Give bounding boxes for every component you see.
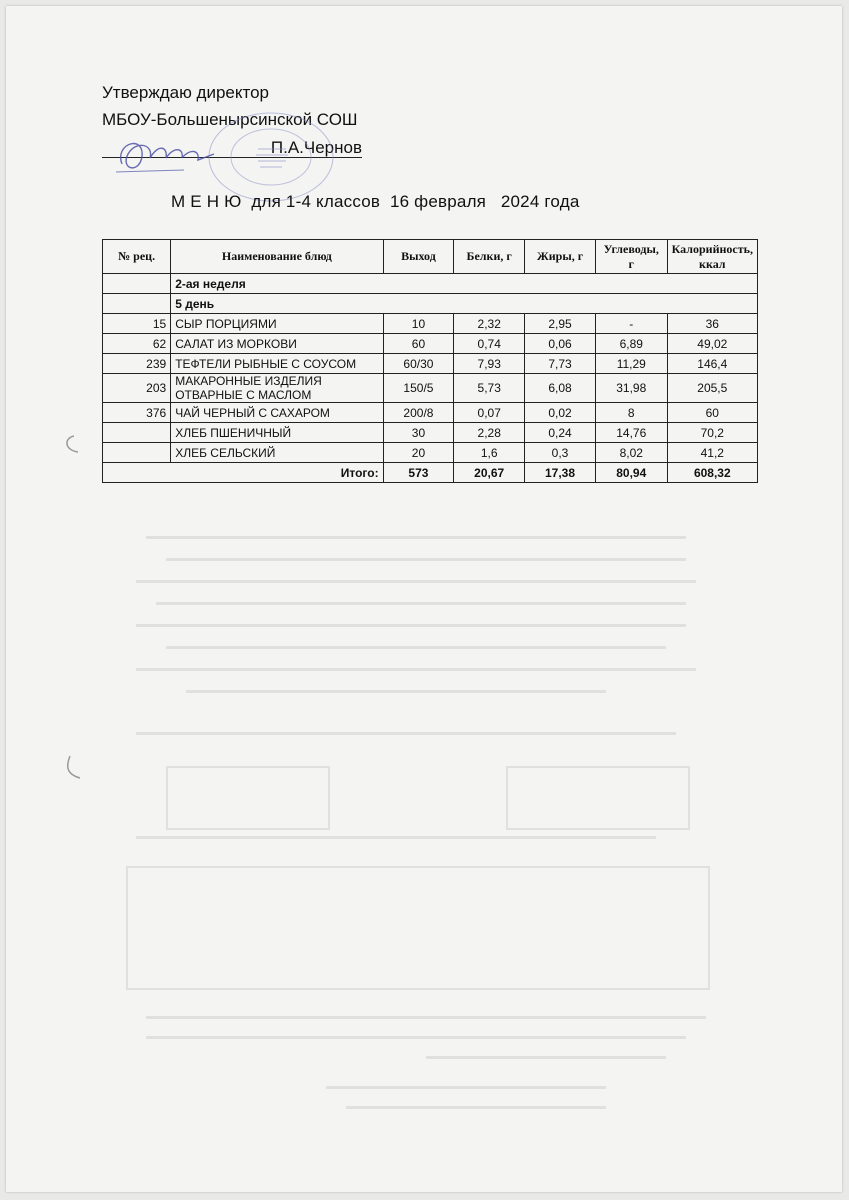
output-value: 200/8 <box>383 403 454 423</box>
table-row <box>103 374 758 403</box>
carbs-value: 8,02 <box>595 443 667 463</box>
recipe-number: 203 <box>103 374 171 403</box>
total-carbs: 80,94 <box>595 463 667 483</box>
header-calories: Калорийность, ккал <box>667 240 757 274</box>
dish-name: ХЛЕБ ПШЕНИЧНЫЙ <box>171 423 383 443</box>
week-label: 2-ая неделя <box>171 274 758 294</box>
fat-value: 2,95 <box>525 314 596 334</box>
output-value: 150/5 <box>383 374 454 403</box>
table-row <box>103 403 758 423</box>
scan-mark <box>62 754 86 782</box>
total-row <box>103 463 758 483</box>
header-output: Выход <box>383 240 454 274</box>
calories-value: 49,02 <box>667 334 757 354</box>
document-page <box>6 6 842 1192</box>
header-recipe-number: № рец. <box>103 240 171 274</box>
recipe-number: 15 <box>103 314 171 334</box>
signature-mark <box>114 134 224 179</box>
table-row <box>103 334 758 354</box>
header-dish-name: Наименование блюд <box>171 240 383 274</box>
scan-mark <box>62 434 86 456</box>
carbs-value: 8 <box>595 403 667 423</box>
total-calories: 608,32 <box>667 463 757 483</box>
calories-value: 205,5 <box>667 374 757 403</box>
total-fat: 17,38 <box>525 463 596 483</box>
total-protein: 20,67 <box>454 463 525 483</box>
output-value: 30 <box>383 423 454 443</box>
fat-value: 7,73 <box>525 354 596 374</box>
table-row <box>103 443 758 463</box>
output-value: 60 <box>383 334 454 354</box>
protein-value: 0,07 <box>454 403 525 423</box>
header-fat: Жиры, г <box>525 240 596 274</box>
protein-value: 5,73 <box>454 374 525 403</box>
dish-name: ХЛЕБ СЕЛЬСКИЙ <box>171 443 383 463</box>
menu-title: М Е Н Ю для 1-4 классов 16 февраля 2024 года <box>171 192 580 211</box>
day-row <box>103 294 758 314</box>
dish-name: САЛАТ ИЗ МОРКОВИ <box>171 334 383 354</box>
carbs-value: 31,98 <box>595 374 667 403</box>
approval-line-1: Утверждаю директор <box>102 83 270 102</box>
protein-value: 2,28 <box>454 423 525 443</box>
protein-value: 2,32 <box>454 314 525 334</box>
total-label: Итого: <box>103 463 384 483</box>
recipe-number: 62 <box>103 334 171 354</box>
recipe-number: 239 <box>103 354 171 374</box>
fat-value: 0,3 <box>525 443 596 463</box>
menu-table <box>102 239 758 483</box>
output-value: 10 <box>383 314 454 334</box>
carbs-value: 6,89 <box>595 334 667 354</box>
output-value: 20 <box>383 443 454 463</box>
dish-name: ТЕФТЕЛИ РЫБНЫЕ С СОУСОМ <box>171 354 383 374</box>
output-value: 60/30 <box>383 354 454 374</box>
dish-name: МАКАРОННЫЕ ИЗДЕЛИЯ ОТВАРНЫЕ С МАСЛОМ <box>171 374 383 403</box>
carbs-value: - <box>595 314 667 334</box>
approval-line-2: МБОУ-Большенырсинской СОШ <box>102 110 358 129</box>
calories-value: 146,4 <box>667 354 757 374</box>
dish-name: СЫР ПОРЦИЯМИ <box>171 314 383 334</box>
calories-value: 60 <box>667 403 757 423</box>
protein-value: 7,93 <box>454 354 525 374</box>
calories-value: 41,2 <box>667 443 757 463</box>
week-row <box>103 274 758 294</box>
table-header-row <box>103 240 758 274</box>
fat-value: 0,02 <box>525 403 596 423</box>
total-output: 573 <box>383 463 454 483</box>
table-row <box>103 423 758 443</box>
carbs-value: 14,76 <box>595 423 667 443</box>
fat-value: 0,24 <box>525 423 596 443</box>
protein-value: 0,74 <box>454 334 525 354</box>
table-row <box>103 354 758 374</box>
calories-value: 70,2 <box>667 423 757 443</box>
calories-value: 36 <box>667 314 757 334</box>
carbs-value: 11,29 <box>595 354 667 374</box>
recipe-number <box>103 423 171 443</box>
fat-value: 6,08 <box>525 374 596 403</box>
day-label: 5 день <box>171 294 758 314</box>
header-protein: Белки, г <box>454 240 525 274</box>
protein-value: 1,6 <box>454 443 525 463</box>
bleed-through-texture <box>126 536 726 1116</box>
dish-name: ЧАЙ ЧЕРНЫЙ С САХАРОМ <box>171 403 383 423</box>
recipe-number <box>103 443 171 463</box>
director-name: П.А.Чернов <box>270 138 362 157</box>
fat-value: 0,06 <box>525 334 596 354</box>
header-carbs: Углеводы, г <box>595 240 667 274</box>
recipe-number: 376 <box>103 403 171 423</box>
table-row <box>103 314 758 334</box>
